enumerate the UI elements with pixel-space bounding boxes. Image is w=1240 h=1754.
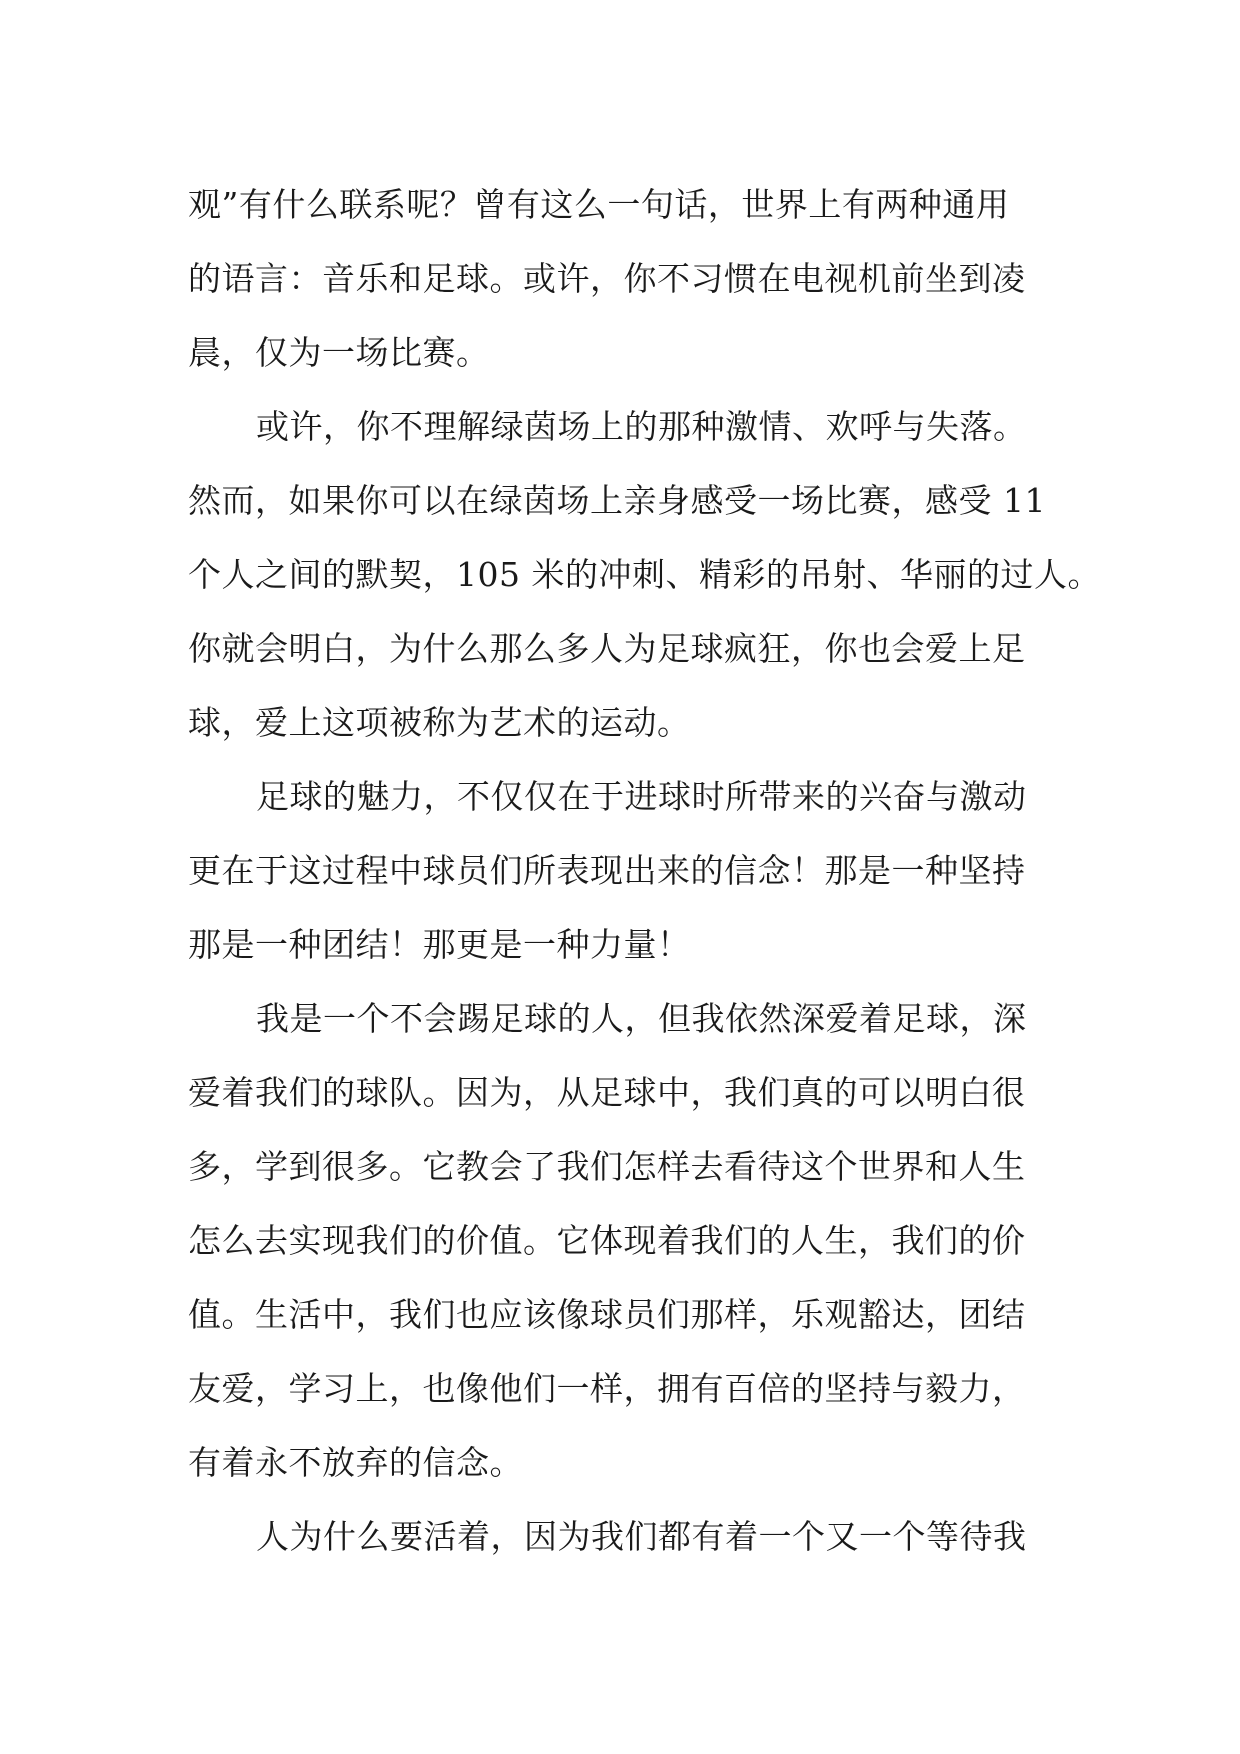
paragraph-4 bbox=[188, 982, 1068, 1500]
text-line: 爱着我们的球队。因为，从足球中，我们真的可以明白很 bbox=[188, 1073, 1026, 1112]
text-line: 我是一个不会踢足球的人，但我依然深爱着足球，深 bbox=[256, 999, 1027, 1038]
text-line: 的语言：音乐和足球。或许，你不习惯在电视机前坐到凌 bbox=[188, 259, 1026, 298]
text-line: 然而，如果你可以在绿茵场上亲身感受一场比赛，感受 11 bbox=[188, 481, 1046, 520]
text-line: 个人之间的默契，105 米的冲刺、精彩的吊射、华丽的过人。 bbox=[188, 555, 1101, 594]
text-line: 值。生活中，我们也应该像球员们那样，乐观豁达，团结 bbox=[188, 1295, 1026, 1334]
text-line: 球，爱上这项被称为艺术的运动。 bbox=[188, 703, 691, 742]
text-line: 你就会明白，为什么那么多人为足球疯狂，你也会爱上足 bbox=[188, 629, 1026, 668]
body-text bbox=[188, 168, 1101, 1574]
text-line: 或许，你不理解绿茵场上的那种激情、欢呼与失落。 bbox=[256, 407, 1027, 446]
text-line: 怎么去实现我们的价值。它体现着我们的人生，我们的价 bbox=[188, 1221, 1026, 1260]
text-line: 观”有什么联系呢？曾有这么一句话，世界上有两种通用 bbox=[188, 185, 1010, 224]
paragraph-5 bbox=[188, 1500, 1068, 1574]
text-line: 多，学到很多。它教会了我们怎样去看待这个世界和人生 bbox=[188, 1147, 1026, 1186]
text-line: 那是一种团结！那更是一种力量！ bbox=[188, 925, 691, 964]
text-line: 友爱，学习上，也像他们一样，拥有百倍的坚持与毅力， bbox=[188, 1369, 1026, 1408]
text-line: 更在于这过程中球员们所表现出来的信念！那是一种坚持 bbox=[188, 851, 1026, 890]
text-line: 足球的魅力，不仅仅在于进球时所带来的兴奋与激动 bbox=[256, 777, 1027, 816]
text-line: 有着永不放弃的信念。 bbox=[188, 1443, 523, 1482]
text-line: 晨，仅为一场比赛。 bbox=[188, 333, 490, 372]
paragraph-3 bbox=[188, 760, 1068, 982]
paragraph-1 bbox=[188, 168, 1068, 390]
paragraph-2 bbox=[188, 390, 1101, 760]
text-line: 人为什么要活着，因为我们都有着一个又一个等待我 bbox=[256, 1517, 1027, 1556]
